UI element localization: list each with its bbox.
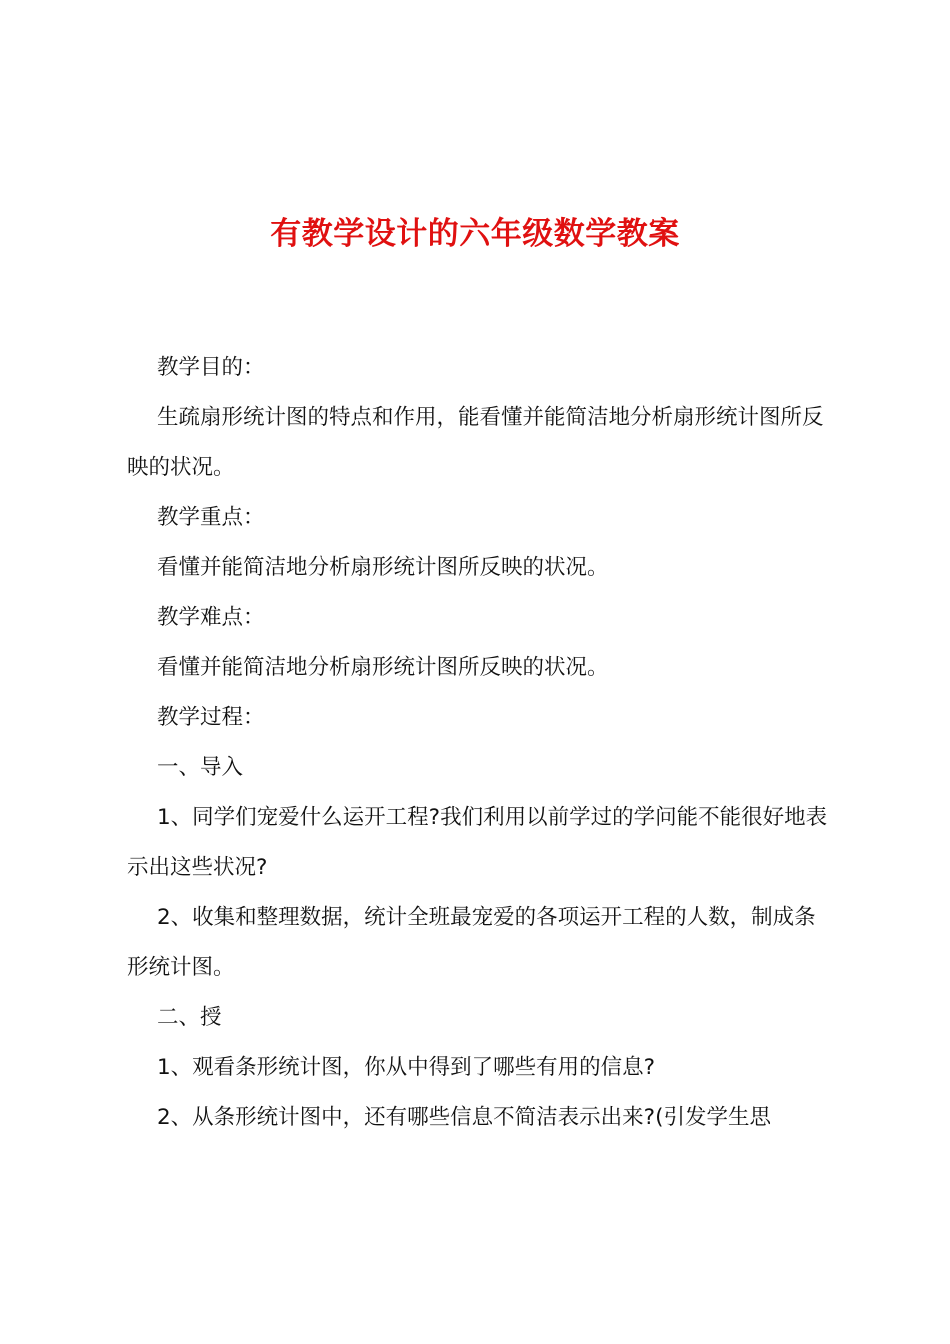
paragraph-key-point: 看懂并能简洁地分析扇形统计图所反映的状况。 (157, 555, 609, 580)
paragraph-intro-step-1: 1、同学们宠爱什么运开工程?我们利用以前学过的学问能不能很好地表示出这些状况? (127, 805, 828, 880)
document-body (127, 343, 835, 1143)
paragraph-process-heading: 教学过程： (157, 705, 265, 730)
paragraph-teach-step-1: 1、观看条形统计图，你从中得到了哪些有用的信息? (157, 1055, 656, 1080)
paragraph-difficulty: 看懂并能简洁地分析扇形统计图所反映的状况。 (157, 655, 609, 680)
paragraph-section-teach: 二、授 (157, 1005, 222, 1030)
paragraph-objective: 生疏扇形统计图的特点和作用，能看懂并能简洁地分析扇形统计图所反映的状况。 (127, 405, 824, 480)
paragraph-key-point-heading: 教学重点： (157, 505, 265, 530)
paragraph-teach-step-2: 2、从条形统计图中，还有哪些信息不简洁表示出来?(引发学生思 (157, 1105, 771, 1130)
paragraph-intro-step-2: 2、收集和整理数据，统计全班最宠爱的各项运开工程的人数，制成条形统计图。 (127, 905, 816, 980)
paragraph-objective-heading: 教学目的： (157, 355, 265, 380)
paragraph-difficulty-heading: 教学难点： (157, 605, 265, 630)
document-title: 有教学设计的六年级数学教案 (270, 216, 680, 252)
paragraph-section-intro: 一、导入 (157, 755, 244, 780)
